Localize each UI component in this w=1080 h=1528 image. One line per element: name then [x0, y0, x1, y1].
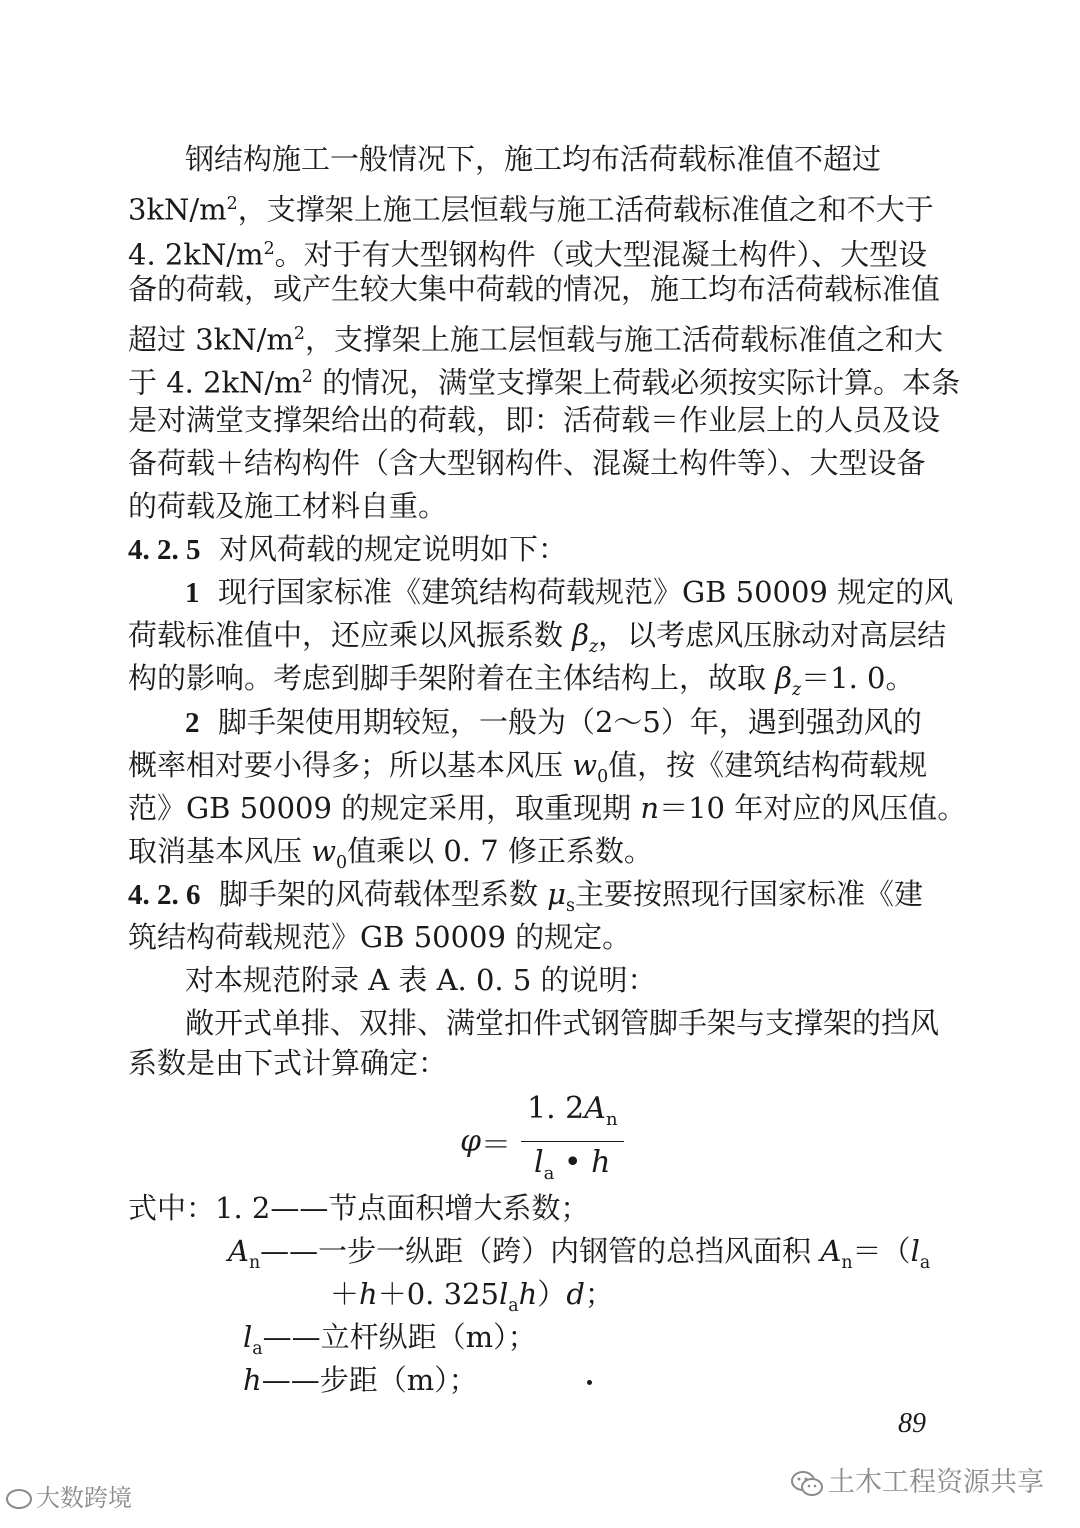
symbol: h	[518, 1277, 538, 1311]
symbol: l	[910, 1234, 920, 1268]
symbol: n	[640, 791, 660, 825]
text-line	[185, 569, 1025, 616]
text: 是对满堂支撑架给出的荷载，即：活荷载＝作业层上的人员及设	[128, 403, 941, 437]
superscript: 2	[263, 239, 275, 259]
text: ，支撑架上施工层恒载与施工活荷载标准值之和大	[304, 322, 943, 357]
text-line	[128, 266, 968, 312]
item-number: 2	[185, 707, 200, 739]
fraction	[521, 1090, 624, 1193]
subscript: a	[919, 1252, 931, 1273]
text: 对本规范附录 A 表 A. 0. 5 的说明：	[185, 963, 657, 997]
text-line	[128, 914, 968, 960]
text-line	[128, 440, 968, 486]
subscript: z	[792, 679, 802, 700]
text: 概率相对要小得多；所以基本风压	[128, 748, 573, 782]
text: ——立杆纵距（m）；	[262, 1320, 537, 1354]
numerator	[521, 1090, 624, 1142]
text: ＝（	[852, 1234, 911, 1268]
text: 荷载标准值中，还应乘以风振系数	[128, 618, 573, 652]
section-number: 4. 2. 6	[128, 879, 201, 911]
text: 备荷载＋结构构件（含大型钢构件、混凝土构件等）、大型设备	[128, 446, 926, 480]
subscript: 0	[336, 852, 348, 873]
symbol: h	[243, 1363, 262, 1397]
formula	[460, 1090, 624, 1193]
symbol: β	[572, 618, 589, 652]
text: ，以考虑风压脉动对高层结	[598, 618, 947, 652]
superscript: 2	[226, 194, 238, 214]
text: 值，按《建筑结构荷载规	[608, 748, 928, 782]
subscript: n	[248, 1252, 261, 1273]
subscript: z	[589, 636, 599, 657]
text: 脚手架的风荷载体型系数	[218, 877, 548, 911]
text: 取消基本风压	[128, 834, 312, 868]
watermark-text: 土木工程资源共享	[828, 1467, 1044, 1498]
text: 的情况，满堂支撑架上荷载必须按实际计算。本条	[312, 365, 961, 400]
page-number: 89	[898, 1408, 926, 1439]
text: ＝10 年对应的风压值。	[659, 791, 967, 825]
watermark-text: 大数跨境	[36, 1484, 132, 1512]
text: 。对于有大型钢构件（或大型混凝土构件）、大型设	[274, 237, 928, 272]
symbol: w	[572, 748, 598, 782]
text: 值乘以 0. 7 修正系数。	[347, 834, 653, 868]
value: 3kN/m	[195, 322, 294, 357]
equals-sign: ＝	[481, 1127, 512, 1163]
text-line	[185, 136, 1025, 182]
text: 于	[128, 365, 167, 400]
text: 现行国家标准《建筑结构荷载规范》GB 50009 规定的风	[217, 575, 954, 609]
symbol: l	[498, 1277, 509, 1311]
text-line	[128, 785, 968, 831]
subscript: n	[841, 1252, 853, 1273]
symbol: h	[591, 1145, 611, 1180]
text: 范》GB 50009 的规定采用，取重现期	[128, 791, 641, 825]
symbol: A	[228, 1234, 249, 1268]
text: 筑结构荷载规范》GB 50009 的规定。	[128, 920, 632, 954]
text: 的荷载及施工材料自重。	[128, 489, 448, 523]
text-line	[185, 699, 1025, 746]
symbol: l	[534, 1145, 544, 1180]
text: 超过	[128, 322, 196, 357]
superscript: 2	[293, 324, 305, 344]
watermark-right	[790, 1460, 1044, 1499]
section-heading	[128, 526, 968, 573]
coefficient: 1. 2	[527, 1091, 585, 1126]
superscript: 2	[301, 367, 313, 387]
phi-symbol: φ	[460, 1124, 482, 1159]
text: 系数是由下式计算确定：	[128, 1046, 448, 1080]
watermark-left	[6, 1478, 132, 1513]
symbol: h	[359, 1277, 378, 1311]
text-line	[185, 957, 1025, 1003]
text: ；	[584, 1277, 614, 1311]
symbol: μ	[547, 877, 567, 911]
text-line	[128, 397, 968, 443]
stray-dot	[587, 1380, 592, 1385]
text: 主要按照现行国家标准《建	[574, 877, 923, 911]
text: 敞开式单排、双排、满堂扣件式钢管脚手架与支撑架的挡风	[185, 1006, 940, 1040]
text-line	[128, 1185, 968, 1231]
dot: •	[563, 1145, 582, 1180]
text: ）	[537, 1277, 567, 1311]
text: 构的影响。考虑到脚手架附着在主体结构上，故取	[128, 661, 776, 695]
text: 对风荷载的规定说明如下：	[218, 532, 567, 566]
logo-icon	[6, 1489, 32, 1509]
section-number: 4. 2. 5	[128, 534, 201, 566]
value: 4. 2kN/m	[128, 237, 264, 272]
wechat-icon	[790, 1470, 824, 1498]
text: ＝1. 0。	[801, 661, 915, 695]
text-line	[128, 1040, 968, 1086]
text: 备的荷载，或产生较大集中荷载的情况，施工均布活荷载标准值	[128, 272, 941, 306]
subscript: n	[605, 1109, 618, 1130]
text: 式中：1. 2——节点面积增大系数；	[128, 1191, 590, 1225]
text: ——步距（m）；	[261, 1363, 478, 1397]
text-line	[243, 1357, 1080, 1403]
text: ＋	[330, 1277, 360, 1311]
symbol: A	[820, 1234, 842, 1268]
text: ，支撑架上施工层恒载与施工活荷载标准值之和不大于	[237, 192, 934, 227]
text: 钢结构施工一般情况下，施工均布活荷载标准值不超过	[185, 142, 882, 176]
subscript: 0	[597, 766, 609, 787]
item-number: 1	[185, 577, 200, 609]
symbol: A	[584, 1091, 606, 1126]
text: ——一步一纵距（跨）内钢管的总挡风面积	[260, 1234, 821, 1268]
value: 3kN/m	[128, 192, 227, 227]
symbol: l	[243, 1320, 253, 1354]
subscript: a	[252, 1338, 263, 1359]
text: ＋0. 325	[377, 1277, 499, 1311]
text-line	[128, 181, 968, 233]
subscript: a	[543, 1163, 555, 1184]
text: 脚手架使用期较短，一般为（2～5）年，遇到强劲风的	[217, 705, 922, 739]
symbol: β	[775, 661, 792, 695]
symbol: d	[566, 1277, 585, 1311]
text-line	[128, 483, 968, 529]
subscript: s	[566, 895, 575, 916]
subscript: a	[508, 1295, 519, 1316]
value: 4. 2kN/m	[166, 365, 302, 400]
symbol: w	[311, 834, 337, 868]
